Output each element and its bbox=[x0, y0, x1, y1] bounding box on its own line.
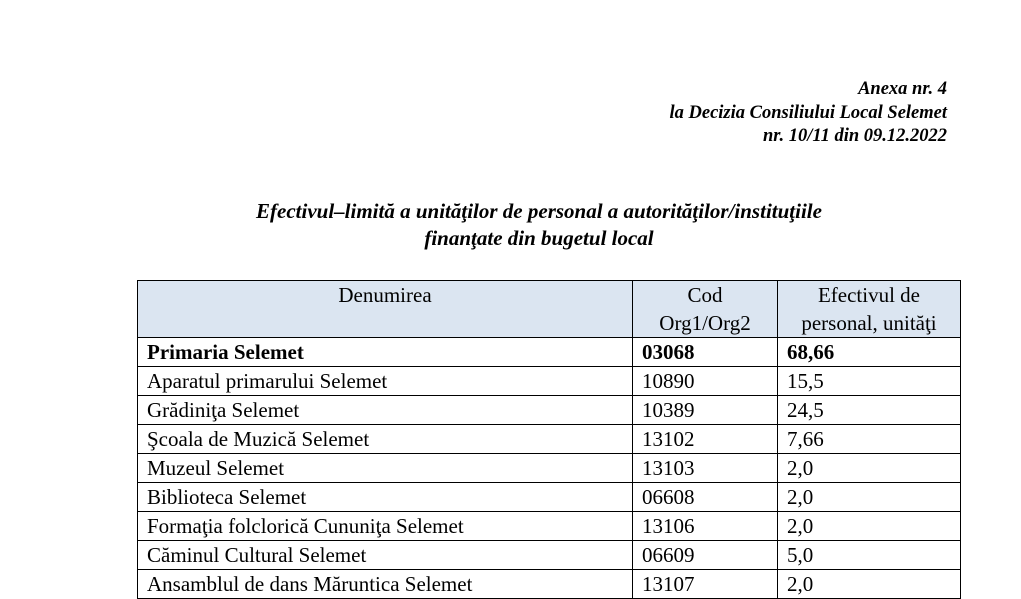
table-row bbox=[138, 483, 961, 512]
annex-decision: la Decizia Consiliului Local Selemet bbox=[669, 102, 947, 123]
cell-staff: 2,0 bbox=[778, 483, 961, 512]
header-code-line-1: Cod bbox=[687, 283, 723, 307]
document-title bbox=[0, 198, 1021, 252]
cell-staff: 2,0 bbox=[778, 454, 961, 483]
header-code-line-2: Org1/Org2 bbox=[659, 311, 751, 335]
cell-staff: 7,66 bbox=[778, 425, 961, 454]
cell-name: Formaţia folclorică Cununiţa Selemet bbox=[138, 512, 633, 541]
header-name bbox=[138, 281, 633, 338]
cell-code: 13102 bbox=[633, 425, 778, 454]
header-name-label: Denumirea bbox=[338, 283, 432, 307]
cell-staff: 5,0 bbox=[778, 541, 961, 570]
cell-code: 13106 bbox=[633, 512, 778, 541]
table-row bbox=[138, 512, 961, 541]
cell-code: 03068 bbox=[633, 338, 778, 367]
header-staff bbox=[778, 281, 961, 338]
cell-name: Grădiniţa Selemet bbox=[138, 396, 633, 425]
cell-code: 13107 bbox=[633, 570, 778, 599]
cell-code: 06609 bbox=[633, 541, 778, 570]
cell-name: Muzeul Selemet bbox=[138, 454, 633, 483]
cell-staff: 24,5 bbox=[778, 396, 961, 425]
table-row bbox=[138, 570, 961, 599]
annex-decision-number: nr. 10/11 din 09.12.2022 bbox=[762, 126, 947, 146]
cell-staff: 15,5 bbox=[778, 367, 961, 396]
document-title-line-1: Efectivul–limită a unităţilor de personal a autorităţilor/instituţiile bbox=[256, 199, 822, 223]
table-header-row bbox=[138, 281, 961, 338]
cell-code: 10389 bbox=[633, 396, 778, 425]
cell-staff: 68,66 bbox=[778, 338, 961, 367]
table-row bbox=[138, 396, 961, 425]
table-row bbox=[138, 425, 961, 454]
cell-name: Căminul Cultural Selemet bbox=[138, 541, 633, 570]
annex-number: Anexa nr. 4 bbox=[858, 79, 947, 99]
cell-name: Aparatul primarului Selemet bbox=[138, 367, 633, 396]
document-title-line-2: finanţate din bugetul local bbox=[424, 226, 654, 250]
header-code bbox=[633, 281, 778, 338]
annex-reference bbox=[670, 78, 948, 149]
table-row bbox=[138, 541, 961, 570]
cell-name: Şcoala de Muzică Selemet bbox=[138, 425, 633, 454]
cell-code: 10890 bbox=[633, 367, 778, 396]
header-staff-line-1: Efectivul de bbox=[817, 283, 921, 307]
cell-code: 06608 bbox=[633, 483, 778, 512]
cell-code: 13103 bbox=[633, 454, 778, 483]
cell-staff: 2,0 bbox=[778, 512, 961, 541]
table-row bbox=[138, 367, 961, 396]
table-body bbox=[138, 338, 961, 599]
staff-limit-table bbox=[137, 280, 961, 599]
cell-name: Ansamblul de dans Măruntica Selemet bbox=[138, 570, 633, 599]
table-row bbox=[138, 454, 961, 483]
table-row bbox=[138, 338, 961, 367]
header-staff-line-2: personal, unităţi bbox=[801, 311, 937, 335]
cell-name: Biblioteca Selemet bbox=[138, 483, 633, 512]
cell-staff: 2,0 bbox=[778, 570, 961, 599]
cell-name: Primaria Selemet bbox=[138, 338, 633, 367]
